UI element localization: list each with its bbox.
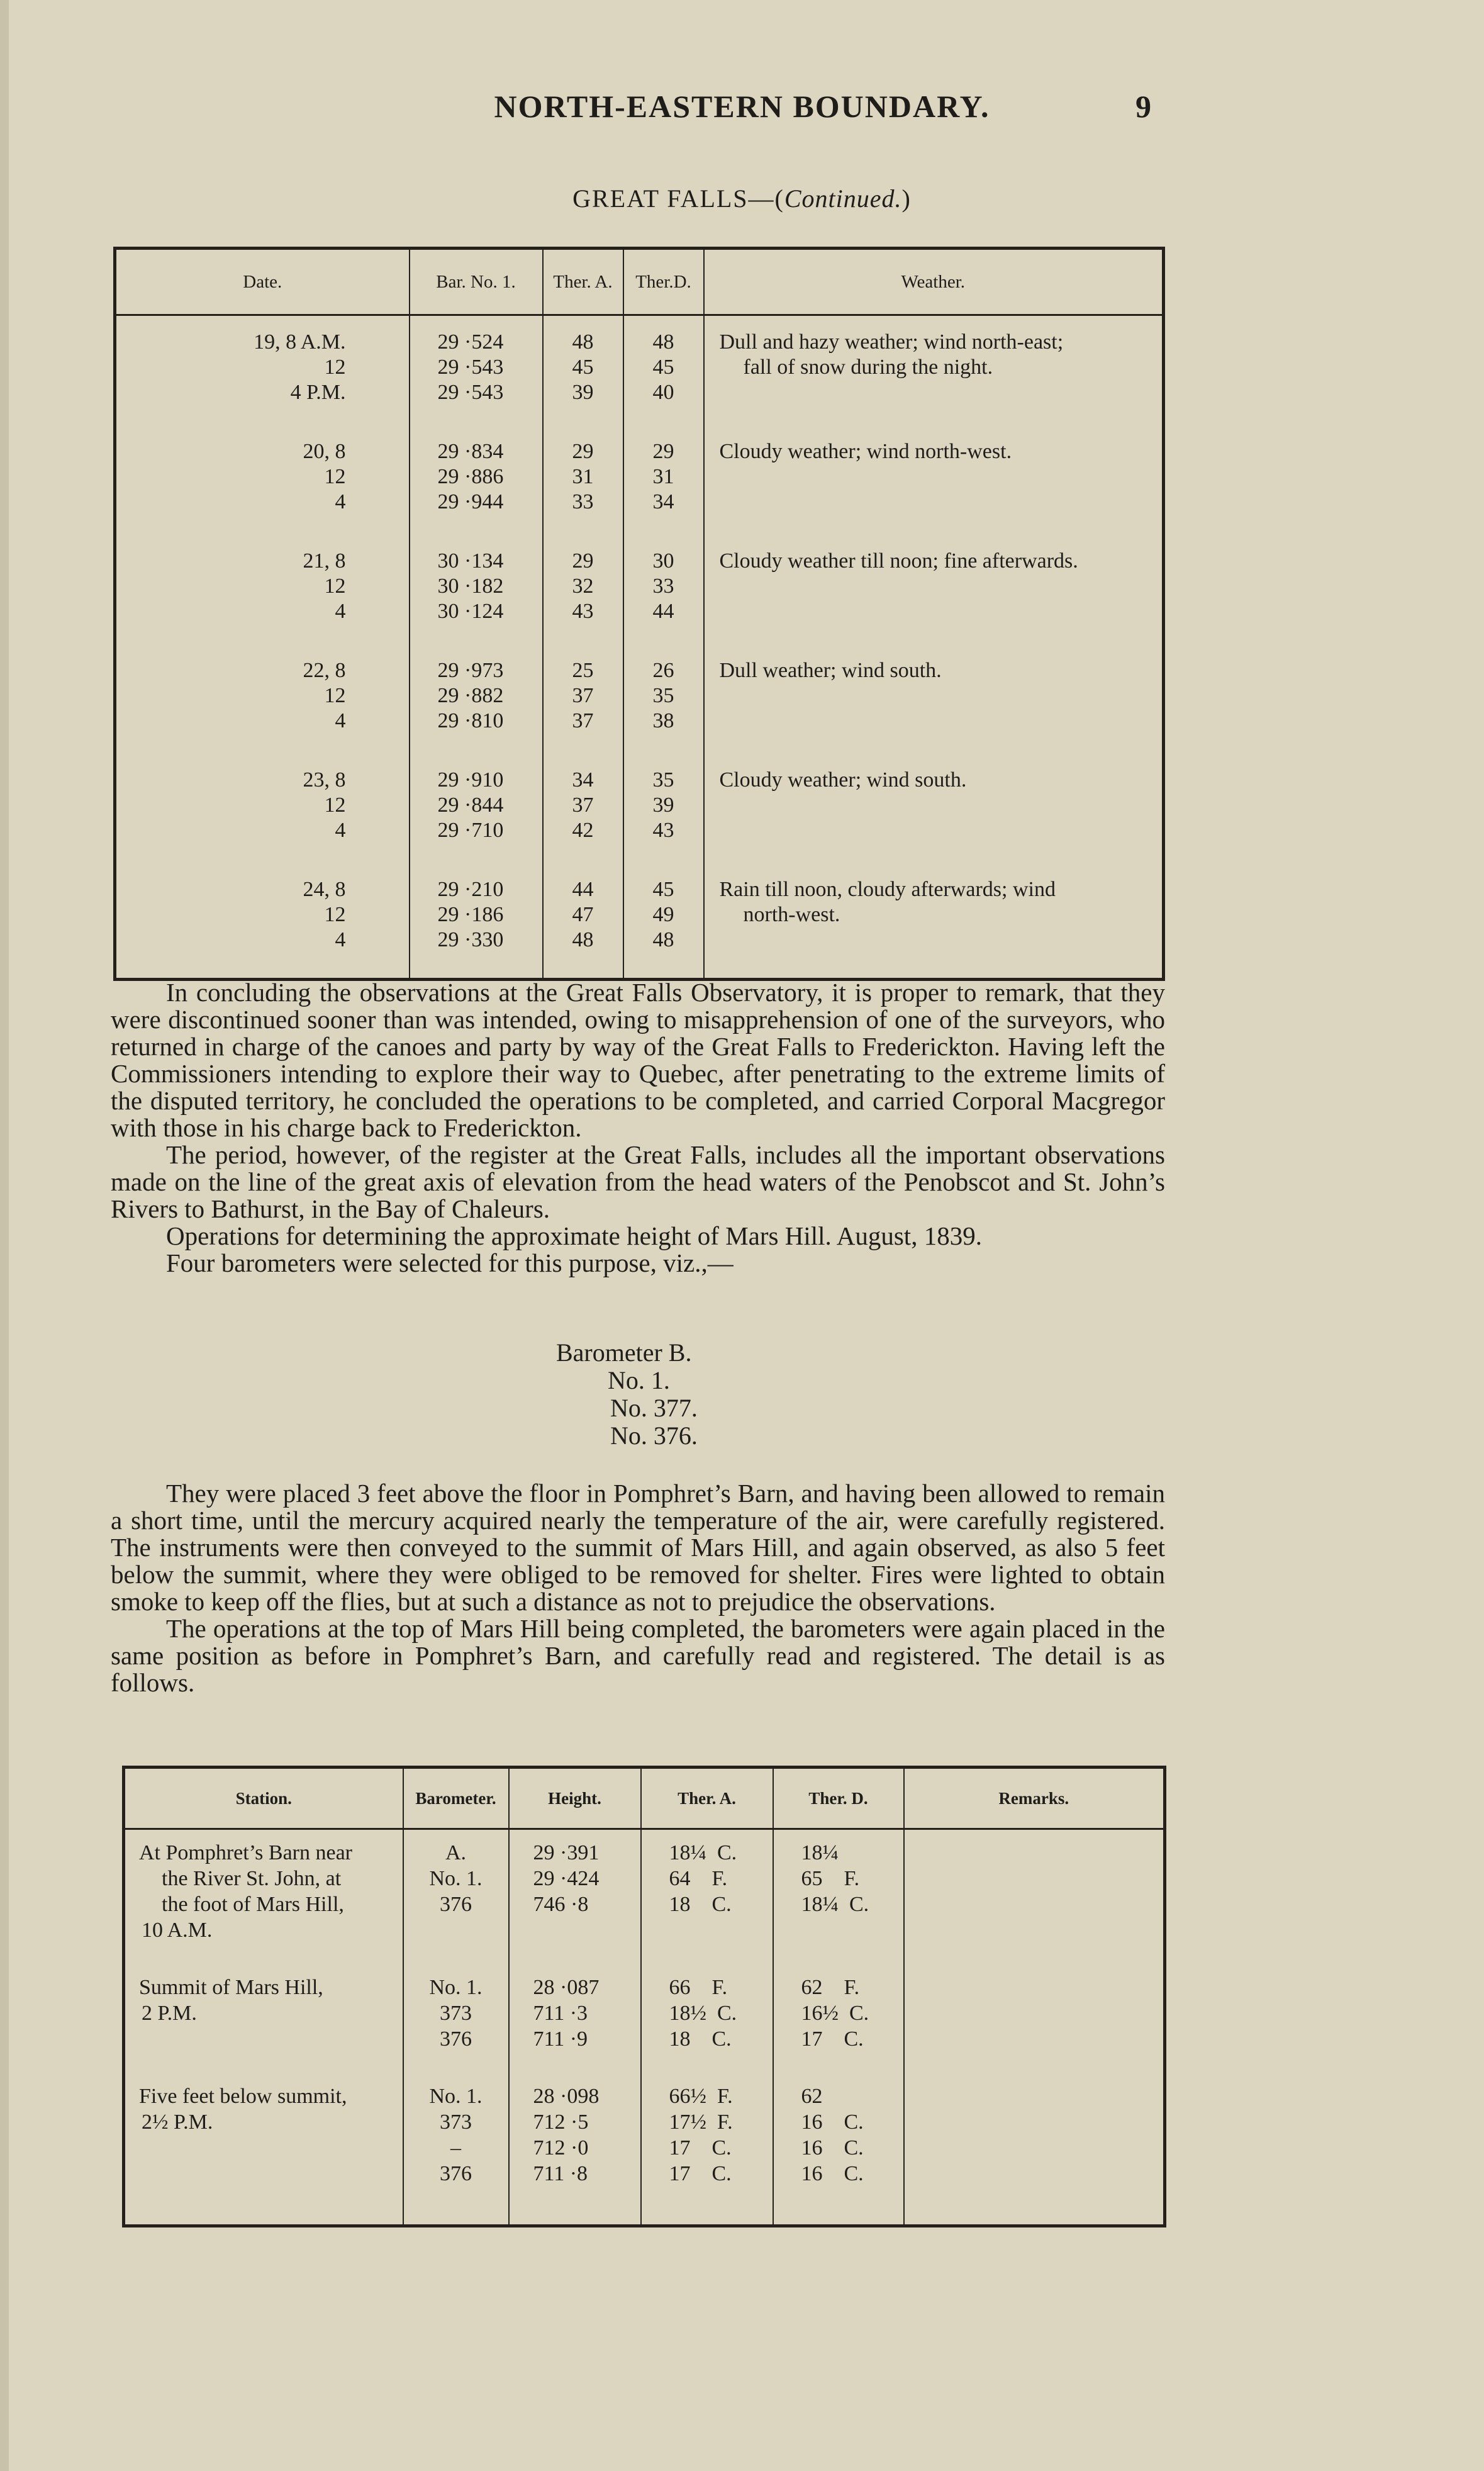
bar-value: 29 ·810 [437,709,504,732]
weather-text: Rain till noon, cloudy afterwards; wind [719,878,1056,901]
bar-value: 29 ·210 [437,878,504,901]
bar-cell [410,315,543,426]
ther-d-value: 34 [652,490,674,513]
bar-value: 29 ·973 [437,659,504,682]
table-caption [0,184,1484,213]
ther-d-value: 31 [652,465,674,488]
weather-text-cont: north-west. [743,903,840,926]
date-cell [115,425,410,535]
paragraph: In concluding the observations at the Great Falls Observatory, it is proper to remark, that they were discontinued sooner than was intended, owing to misapprehension of one of the surveyors, who returned in charge of the canoes and party by way of the Great Falls to Frederickton. Having left the Commissioners intending to explore their way to Quebec, after penetrating to the extreme limits of the disputed territory, he concluded the operations to be completed, and carried Corporal Macgregor with those in his charge back to Frederickton. [111,978,1165,1142]
barometer-value: 373 [440,2110,472,2134]
station-line: the River St. John, at [162,1867,342,1890]
date-line: 12 [324,465,346,488]
running-title: NORTH-EASTERN BOUNDARY. [494,89,990,124]
barometer-value: No. 1. [429,2085,483,2108]
bar-cell [410,425,543,535]
bar-value: 29 ·944 [437,490,504,513]
barometer-value: 376 [440,2162,472,2185]
date-cell [115,535,410,644]
col-header-ther-d: Ther.D. [623,249,704,315]
bar-cell [410,863,543,980]
bar-cell [410,535,543,644]
ther-a-value: 34 [572,768,594,792]
barometer-item: No. 1. [608,1366,670,1394]
ther-d-cell [623,535,704,644]
bar-cell [410,754,543,863]
station-cell [124,2073,403,2226]
weather-text: Dull and hazy weather; wind north-east; [719,330,1064,354]
ther-d-value: 49 [652,903,674,926]
ther-a-value: 17 C. [669,2162,732,2185]
page-number: 9 [1135,89,1151,124]
ther-a-value: 37 [572,709,594,732]
weather-cell [704,754,1164,863]
page-edge-shadow [0,0,9,2471]
height-cell [509,1964,641,2073]
remarks-cell [904,1964,1165,2073]
remarks-cell [904,1829,1165,1965]
height-cell [509,1829,641,1965]
table-row [115,535,1164,644]
paragraph: They were placed 3 feet above the floor in Pomphret’s Barn, and having been allowed to remain a short time, until the mercury acquired nearly the temperature of the air, were carefully registered. The instruments were then conveyed to the summit of Mars Hill, and again observed, as also 5 feet below the summit, where they were obliged to be removed for shelter. Fires were lighted to obtain smoke to keep off the flies, but at such a distance as not to prejudice the observations. [111,1479,1165,1616]
ther-d-value: 43 [652,819,674,842]
ther-d-value: 38 [652,709,674,732]
ther-d-cell [773,1829,904,1965]
ther-d-value: 16 C. [801,2110,864,2134]
bar-value: 30 ·124 [437,600,504,623]
ther-d-cell [623,644,704,754]
date-line: 12 [324,903,346,926]
date-line: 4 [335,490,346,513]
ther-a-value: 18 C. [669,1893,732,1916]
weather-text: Cloudy weather; wind north-west. [719,440,1012,463]
caption-italic: Continued. [784,184,902,213]
col-header-weather: Weather. [704,249,1164,315]
date-line: 22, 8 [303,659,346,682]
barometer-value: 376 [440,1893,472,1916]
ther-a-cell [641,1964,773,2073]
ther-a-value: 32 [572,574,594,598]
station-line: 10 A.M. [142,1919,213,1942]
col-header-barometer: Barometer. [403,1768,509,1829]
paragraph: The operations at the top of Mars Hill being completed, the barometers were again placed in the same position as before in Pomphret’s Barn, and carefully read and registered. The detail is as follows. [111,1614,1165,1697]
ther-d-value: 39 [652,793,674,817]
col-header-ther-d: Ther. D. [773,1768,904,1829]
body-text-2 [111,1480,1165,1696]
height-cell [509,2073,641,2226]
station-line: the foot of Mars Hill, [162,1893,344,1916]
table-row [115,644,1164,754]
col-header-height: Height. [509,1768,641,1829]
ther-d-value: 44 [652,600,674,623]
date-line: 20, 8 [303,440,346,463]
table-row [124,2073,1165,2226]
ther-d-value: 33 [652,574,674,598]
station-line: 2½ P.M. [142,2110,213,2134]
ther-a-value: 47 [572,903,594,926]
height-value: 746 ·8 [533,1893,589,1916]
ther-a-value: 18¼ C. [669,1841,737,1864]
ther-a-value: 66½ F. [669,2085,733,2108]
ther-d-cell [623,315,704,426]
barometer-list [0,1339,1484,1450]
ther-a-value: 48 [572,330,594,354]
ther-a-value: 37 [572,684,594,707]
bar-value: 29 ·844 [437,793,504,817]
table-row [115,425,1164,535]
ther-a-cell [543,535,623,644]
ther-d-value: 40 [652,381,674,404]
ther-d-value: 48 [652,330,674,354]
ther-a-value: 42 [572,819,594,842]
table-header-row [115,249,1164,315]
date-line: 4 [335,928,346,951]
ther-a-value: 39 [572,381,594,404]
barometer-item: No. 377. [610,1394,698,1422]
date-line: 4 [335,709,346,732]
ther-a-value: 37 [572,793,594,817]
ther-a-value: 17½ F. [669,2110,733,2134]
barometer-value: No. 1. [429,1976,483,1999]
paragraph: The period, however, of the register at the Great Falls, includes all the important observations made on the line of the great axis of elevation from the head waters of the Penobscot and St. John’s Rivers to Bathurst, in the Bay of Chaleurs. [111,1140,1165,1223]
weather-cell [704,535,1164,644]
ther-d-value: 18¼ [801,1841,839,1864]
ther-a-cell [543,754,623,863]
station-line: Summit of Mars Hill, [139,1976,323,1999]
station-cell [124,1964,403,2073]
table-row [124,1829,1165,1965]
date-line: 21, 8 [303,549,346,573]
bar-value: 29 ·524 [437,330,504,354]
bar-value: 29 ·910 [437,768,504,792]
date-line: 12 [324,793,346,817]
barometer-item: No. 376. [610,1421,698,1450]
ther-a-value: 45 [572,356,594,379]
ther-d-value: 16 C. [801,2162,864,2185]
ther-d-value: 16½ C. [801,2002,869,2025]
table-header-row [124,1768,1165,1829]
ther-a-value: 48 [572,928,594,951]
caption-main: GREAT FALLS—( [572,184,784,213]
weather-text: Cloudy weather; wind south. [719,768,967,792]
ther-d-cell [773,2073,904,2226]
height-value: 711 ·3 [533,2002,588,2025]
ther-d-cell [623,754,704,863]
ther-d-cell [623,425,704,535]
caption-end: ) [901,184,912,213]
ther-d-value: 16 C. [801,2136,864,2160]
bar-value: 29 ·886 [437,465,504,488]
ther-d-value: 45 [652,356,674,379]
ther-a-cell [543,315,623,426]
ther-d-value: 48 [652,928,674,951]
barometer-value: 376 [440,2027,472,2051]
ther-a-value: 29 [572,440,594,463]
observations-table [113,247,1165,981]
ther-a-value: 33 [572,490,594,513]
table-row [115,754,1164,863]
date-cell [115,754,410,863]
date-cell [115,644,410,754]
station-line: Five feet below summit, [139,2085,347,2108]
station-line: At Pomphret’s Barn near [139,1841,352,1864]
weather-cell [704,644,1164,754]
station-cell [124,1829,403,1965]
ther-a-cell [641,1829,773,1965]
date-line: 12 [324,684,346,707]
col-header-ther-a: Ther. A. [543,249,623,315]
weather-text: Cloudy weather till noon; fine afterwards. [719,549,1078,573]
date-line: 19, 8 A.M. [254,330,346,354]
height-value: 712 ·0 [533,2136,589,2160]
bar-cell [410,644,543,754]
bar-value: 29 ·834 [437,440,504,463]
weather-text-cont: fall of snow during the night. [743,356,993,379]
col-header-bar: Bar. No. 1. [410,249,543,315]
bar-value: 29 ·710 [437,819,504,842]
weather-text: Dull weather; wind south. [719,659,942,682]
ther-a-value: 43 [572,600,594,623]
barometer-item: Barometer B. [556,1338,692,1367]
height-value: 712 ·5 [533,2110,589,2134]
col-header-date: Date. [115,249,410,315]
paragraph: Operations for determining the approximate height of Mars Hill. August, 1839. [166,1221,982,1250]
ther-a-value: 44 [572,878,594,901]
bar-value: 29 ·186 [437,903,504,926]
date-line: 4 [335,600,346,623]
bar-value: 30 ·182 [437,574,504,598]
height-value: 28 ·087 [533,1976,600,1999]
ther-d-value: 35 [652,684,674,707]
ther-a-value: 31 [572,465,594,488]
remarks-cell [904,2073,1165,2226]
height-value: 29 ·424 [533,1867,600,1890]
col-header-ther-a: Ther. A. [641,1768,773,1829]
body-text-1 [111,979,1165,1277]
ther-a-cell [543,863,623,980]
table-row [124,1964,1165,2073]
barometer-cell [403,1829,509,1965]
height-value: 711 ·9 [533,2027,588,2051]
date-line: 4 P.M. [290,381,346,404]
date-line: 23, 8 [303,768,346,792]
date-line: 12 [324,356,346,379]
ther-d-value: 18¼ C. [801,1893,869,1916]
table-row [115,315,1164,426]
ther-d-cell [773,1964,904,2073]
table-row [115,863,1164,980]
ther-a-cell [543,644,623,754]
weather-cell [704,315,1164,426]
col-header-station: Station. [124,1768,403,1829]
ther-a-value: 66 F. [669,1976,728,1999]
ther-a-value: 64 F. [669,1867,728,1890]
running-head [0,88,1484,132]
date-line: 4 [335,819,346,842]
ther-d-cell [623,863,704,980]
height-value: 711 ·8 [533,2162,588,2185]
barometer-value: 373 [440,2002,472,2025]
ther-d-value: 17 C. [801,2027,864,2051]
ther-d-value: 45 [652,878,674,901]
bar-value: 29 ·543 [437,381,504,404]
date-cell [115,863,410,980]
date-line: 24, 8 [303,878,346,901]
col-header-remarks: Remarks. [904,1768,1165,1829]
height-value: 28 ·098 [533,2085,600,2108]
ther-d-value: 30 [652,549,674,573]
date-line: 12 [324,574,346,598]
weather-cell [704,425,1164,535]
bar-value: 29 ·330 [437,928,504,951]
barometer-cell [403,1964,509,2073]
height-value: 29 ·391 [533,1841,600,1864]
ther-a-value: 17 C. [669,2136,732,2160]
barometer-value: A. [445,1841,467,1864]
station-line: 2 P.M. [142,2002,197,2025]
ther-a-value: 18½ C. [669,2002,737,2025]
barometer-value: – [450,2136,461,2160]
ther-d-value: 62 [801,2085,823,2108]
ther-d-value: 29 [652,440,674,463]
ther-d-value: 62 F. [801,1976,860,1999]
ther-a-cell [641,2073,773,2226]
ther-d-value: 35 [652,768,674,792]
ther-a-value: 29 [572,549,594,573]
ther-a-cell [543,425,623,535]
barometer-cell [403,2073,509,2226]
mars-hill-table [122,1766,1166,2227]
weather-cell [704,863,1164,980]
bar-value: 29 ·882 [437,684,504,707]
ther-d-value: 26 [652,659,674,682]
ther-a-value: 25 [572,659,594,682]
barometer-value: No. 1. [429,1867,483,1890]
ther-a-value: 18 C. [669,2027,732,2051]
paragraph: Four barometers were selected for this purpose, viz.,— [166,1248,734,1277]
bar-value: 29 ·543 [437,356,504,379]
date-cell [115,315,410,426]
ther-d-value: 65 F. [801,1867,860,1890]
bar-value: 30 ·134 [437,549,504,573]
